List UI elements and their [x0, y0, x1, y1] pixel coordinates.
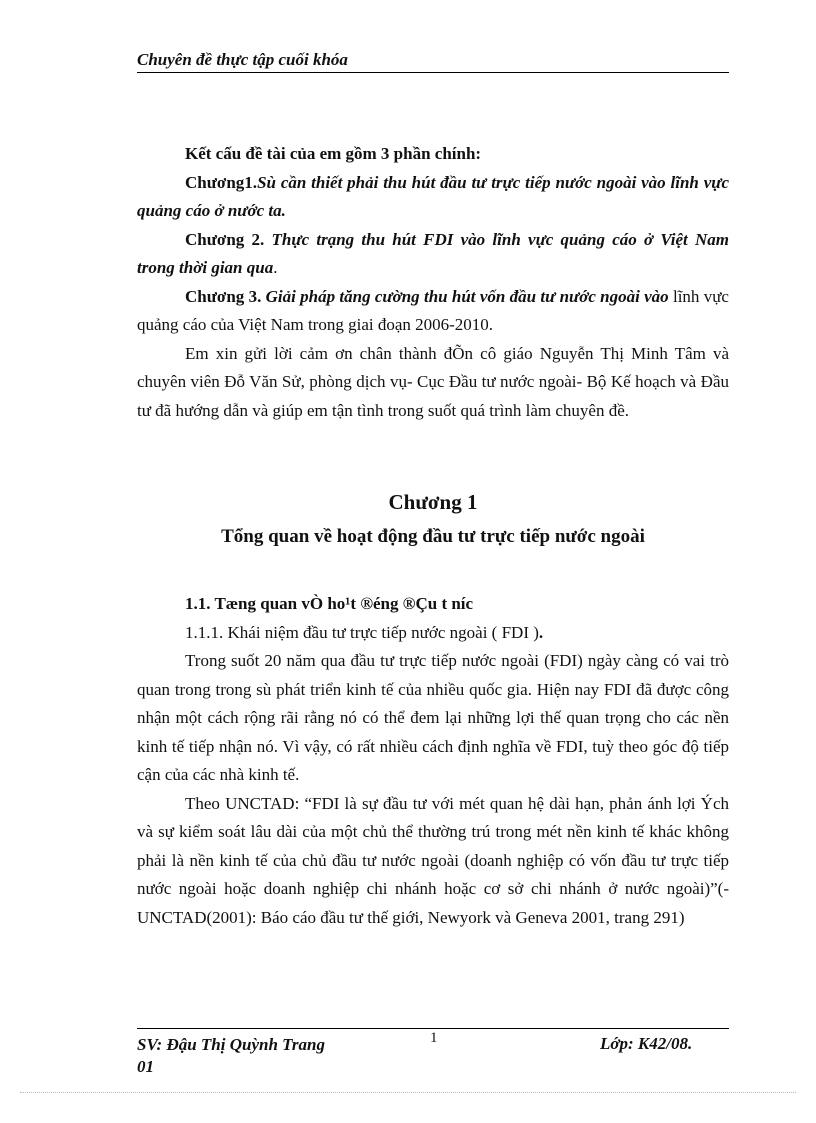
footer-student-line2: 01	[137, 1057, 154, 1076]
paragraph-2: Theo UNCTAD: “FDI là sự đầu tư với mét quan hệ dài hạn, phản ánh lợi Ých và sự kiểm soát lâu dài của một chủ thể thường trú trong mét nền kinh tế khác không phải là nền kinh tế của chủ đầu tư nước ngoài (doanh nghiệp có vốn đầu tư trực tiếp nước ngoài hoặc doanh nghiệp chi nhánh hoặc cơ sở chi nhánh ở nước ngoài)”(-UNCTAD(2001): Báo cáo đầu tư thế giới, Newyork và Geneva 2001, trang 291)	[137, 793, 729, 927]
chapter-heading: Chương 1	[388, 490, 478, 514]
footer-class: Lớp: K42/08.	[600, 1034, 693, 1053]
section-1-1	[137, 590, 729, 932]
chapter1-prefix: Chương1.	[185, 172, 258, 192]
chapter3-title: Giải pháp tăng cường thu hút vốn đầu tư nước ngoài vào	[265, 286, 669, 306]
thanks-paragraph: Em xin gửi lời cảm ơn chân thành đÕn cô giáo Nguyễn Thị Minh Tâm và chuyên viên Đỗ Văn Sử, phòng dịch vụ- Cục Đầu tư nước ngoài- Bộ Kế hoạch và Đầu tư đã hướng dẫn và giúp em tận tình trong suốt quá trình làm chuyên đề.	[137, 343, 729, 420]
paragraph-1: Trong suốt 20 năm qua đầu tư trực tiếp nước ngoài (FDI) ngày càng có vai trò quan trong trong sù phát triển kinh tế của nhiều quốc gia. Hiện nay FDI đã được công nhận một cách rộng rãi rằng nó có thể đem lại những lợi thế quan trọng cho các nền kinh tế tiếp nhận nó. Vì vậy, có rất nhiều cách định nghĩa về FDI, tuỳ theo góc độ tiếp cận của các nhà kinh tế.	[137, 651, 729, 784]
section-heading: 1.1. Tæng quan vÒ ho¹t ®éng ®Çu t níc	[185, 594, 474, 613]
chapter2-line	[137, 226, 729, 283]
chapter3-rest: lĩnh vực quảng cáo của Việt Nam trong giai đoạn 2006-2010.	[137, 286, 729, 334]
chapter2-title: Thực trạng thu hút FDI vào lĩnh vực quảng cáo ở Việt Nam trong thời gian qua	[137, 229, 729, 277]
chapter1-line	[137, 169, 729, 226]
section-heading-line	[137, 590, 729, 619]
intro-section	[137, 140, 729, 425]
structure-line	[137, 140, 729, 169]
chapter-subtitle: Tổng quan về hoạt động đầu tư trực tiếp nước ngoài	[221, 526, 645, 547]
chapter2-end: .	[273, 258, 278, 277]
chapter2-prefix: Chương 2.	[185, 229, 265, 249]
sub-heading-line	[137, 619, 729, 648]
page-number: 1	[430, 1030, 438, 1046]
sub-heading: 1.1.1. Khái niệm đầu tư trực tiếp nước ngoài ( FDI )	[185, 622, 539, 642]
footer-student	[137, 1034, 325, 1078]
chapter3-prefix: Chương 3.	[185, 286, 262, 306]
footer-student-name: SV: Đậu Thị Quỳnh Trang	[137, 1035, 325, 1054]
chapter1-title: Sù cần thiết phải thu hút đầu tư trực tiếp nước ngoài vào lĩnh vực quảng cáo ở nước ta.	[137, 172, 729, 220]
page-header: Chuyên đề thực tập cuối khóa	[137, 50, 729, 73]
structure-text: Kết cấu đề tài của em gồm 3 phần chính:	[185, 144, 482, 163]
chapter3-line	[137, 283, 729, 340]
footer-divider	[137, 1028, 729, 1029]
page-bottom-divider	[20, 1092, 796, 1093]
sub-heading-end: .	[538, 622, 544, 642]
